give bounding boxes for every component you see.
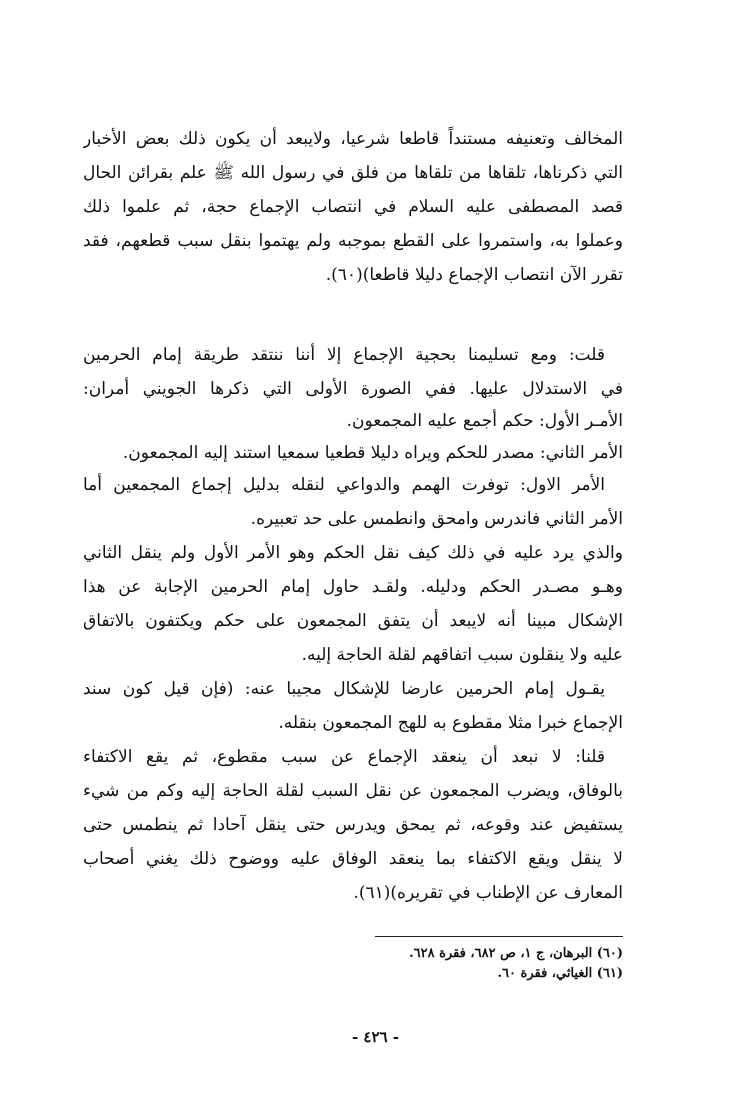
text-line: التي ذكرناها، تلقاها من تلقاها من فلق في رسول الله ﷺ علم بقرائن الحال [83,163,623,183]
text-line: الأمر الاول: توفرت الهمم والدواعي لنقله بدليل إجماع المجمعين أما [83,475,605,495]
footnote: (٦١) الغياثي، فقرة ٦٠. [497,966,623,981]
text-line: يقـول إمام الحرمين عارضا للإشكال مجيبا عنه: (فإن قيل كون سند [83,679,605,699]
footnote-separator [375,936,623,937]
text-line: عليه ولا ينقلون سبب اتفاقهم لقلة الحاجة إليه. [301,645,623,665]
text-line: قلنا: لا نبعد أن ينعقد الإجماع عن سبب مقطوع، ثم يقع الاكتفاء [83,747,605,767]
text-line: تقرر الآن انتصاب الإجماع دليلا قاطعا)(٦٠). [325,265,623,285]
text-line: بالوفاق، ويضرب المجمعون عن نقل السبب لقلة الحاجة إليه وكم من شيء [83,781,623,801]
text-line: الأمر الثاني: مصدر للحكم ويراه دليلا قطعيا سمعيا استند إليه المجمعون. [122,443,623,463]
text-line: الأمـر الأول: حكم أجمع عليه المجمعون. [346,411,623,431]
text-line: المخالف وتعنيفه مستنداً قاطعا شرعيا، ولايبعد أن يكون ذلك بعض الأخبار [83,129,623,149]
page-number: - ٤٢٦ - [351,1028,400,1046]
text-line: في الاستدلال عليها. ففي الصورة الأولى التي ذكرها الجويني أمران: [83,379,623,399]
text-line: وعملوا به، واستمروا على القطع بموجبه ولم يهتموا بنقل سبب قطعهم، فقد [83,231,623,251]
text-line: الإشكال مبينا أنه لايبعد أن يتفق المجمعون على حكم ويكتفون بالاتفاق [83,611,623,631]
text-line: وهـو مصـدر الحكم ودليله. ولقـد حاول إمام الحرمين الإجابة عن هذا [83,577,623,597]
text-line: قصد المصطفى عليه السلام في انتصاب الإجماع حجة، ثم علموا ذلك [83,197,623,217]
text-line: الإجماع خبرا مثلا مقطوع به للهج المجمعون بنقله. [278,713,623,733]
text-line: المعارف عن الإطناب في تقريره)(٦١). [353,883,623,903]
text-line: الأمر الثاني فاندرس وامحق وانطمس على حد تعبيره. [250,509,623,529]
text-line: لا ينقل ويقع الاكتفاء بما ينعقد الوفاق عليه ووضوح ذلك يغني أصحاب [83,849,623,869]
text-line: والذي يرد عليه في ذلك كيف نقل الحكم وهو الأمر الأول ولم ينقل الثاني [83,543,623,563]
footnote: (٦٠) البرهان، ج ١، ص ٦٨٢، فقرة ٦٢٨. [409,946,623,961]
text-line: يستفيض عند وقوعه، ثم يمحق ويدرس حتى ينقل آحادا ثم ينطمس حتى [83,815,623,835]
text-line: قلت: ومع تسليمنا بحجية الإجماع إلا أننا ننتقد طريقة إمام الحرمين [83,345,605,365]
